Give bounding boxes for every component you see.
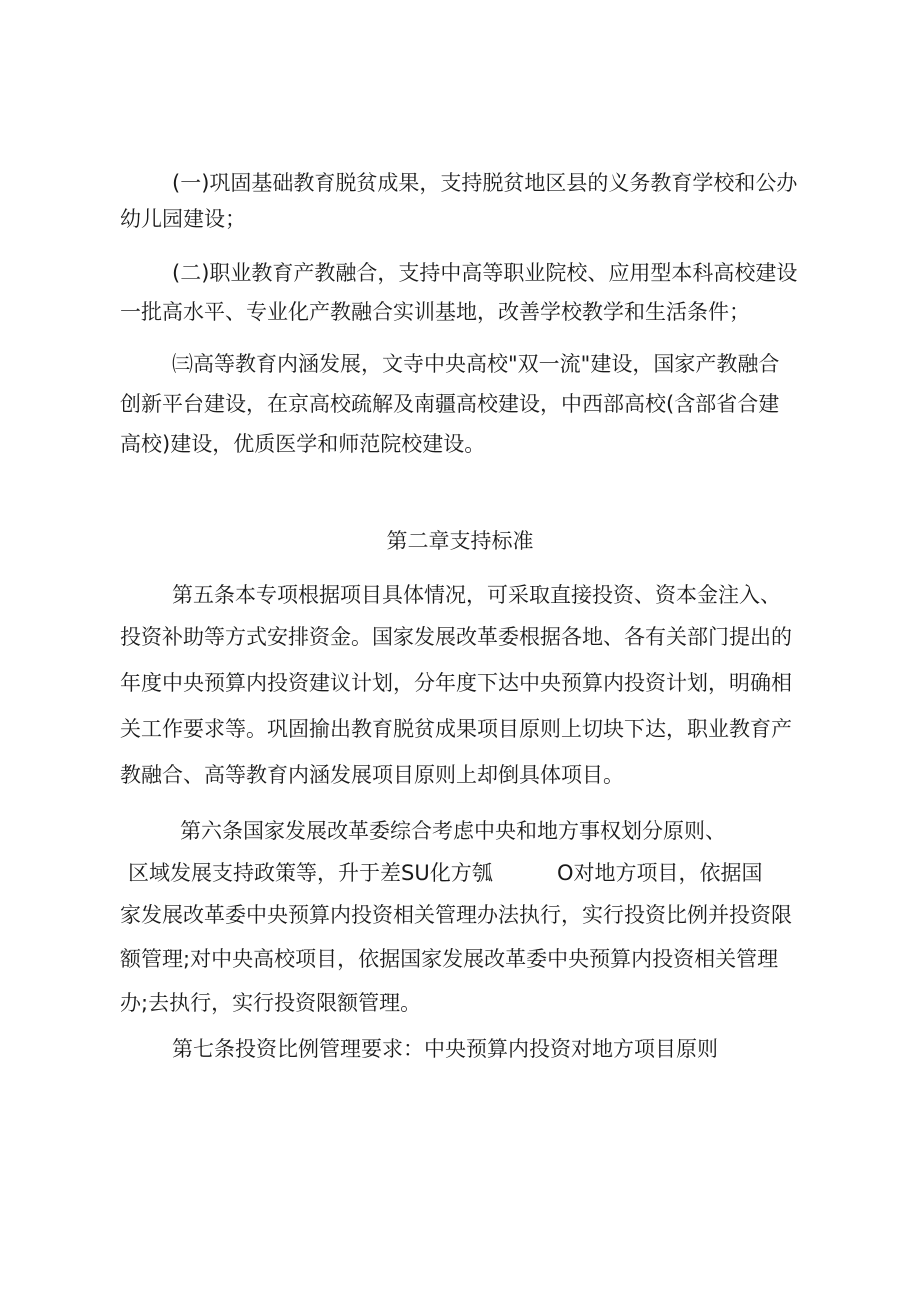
paragraph-line: ㈢高等教育内涵发展，文寺中央高校"双一流"建设，国家产教融合 bbox=[172, 352, 780, 376]
article-line: 家发展改革委中央预算内投资相关管理办法执行，实行投资比例并投资限 bbox=[120, 903, 792, 927]
article-line: 办;去执行，实行投资限额管理。 bbox=[120, 991, 422, 1015]
article-line: 第五条本专项根据项目具体情况，可采取直接投资、资本金注入、 bbox=[172, 583, 781, 607]
article-line: 第七条投资比例管理要求：中央预算内投资对地方项目原则 bbox=[172, 1037, 718, 1061]
article-line: 投资补助等方式安排资金。国家发展改革委根据各地、各有关部门提出的 bbox=[120, 625, 792, 649]
article-line: O对地方项目，依据国 bbox=[557, 861, 763, 885]
article-line: 区域发展支持政策等，升于差SU化方瓠 bbox=[128, 861, 493, 885]
paragraph-line: 幼儿园建设； bbox=[120, 207, 246, 231]
article-line: 额管理;对中央高校项目，依据国家发展改革委中央预算内投资相关管理 bbox=[120, 947, 779, 971]
article-line: 年度中央预算内投资建议计划，分年度下达中央预算内投资计划，明确相 bbox=[120, 671, 792, 695]
paragraph-line: 创新平台建设，在京高校疏解及南疆高校建设，中西部高校(含部省合建 bbox=[120, 392, 780, 416]
chapter-heading: 第二章支持标准 bbox=[386, 529, 534, 553]
paragraph-line: 高校)建设，优质医学和师范院校建设。 bbox=[120, 432, 486, 456]
paragraph-line: (二)职业教育产教融合，支持中高等职业院校、应用型本科高校建设 bbox=[172, 261, 798, 285]
article-line: 教融合、高等教育内涵发展项目原则上却倒具体项目。 bbox=[120, 763, 624, 787]
paragraph-line: 一批高水平、专业化产教融合实训基地，改善学校教学和生活条件； bbox=[120, 300, 750, 324]
article-line: 关工作要求等。巩固揄出教育脱贫成果项目原则上切块下达，职业教育产 bbox=[120, 717, 792, 741]
paragraph-line: (一)巩固基础教育脱贫成果，支持脱贫地区县的义务教育学校和公办 bbox=[172, 171, 798, 195]
article-line: 第六条国家发展改革委综合考虑中央和地方事权划分原则、 bbox=[180, 819, 726, 843]
